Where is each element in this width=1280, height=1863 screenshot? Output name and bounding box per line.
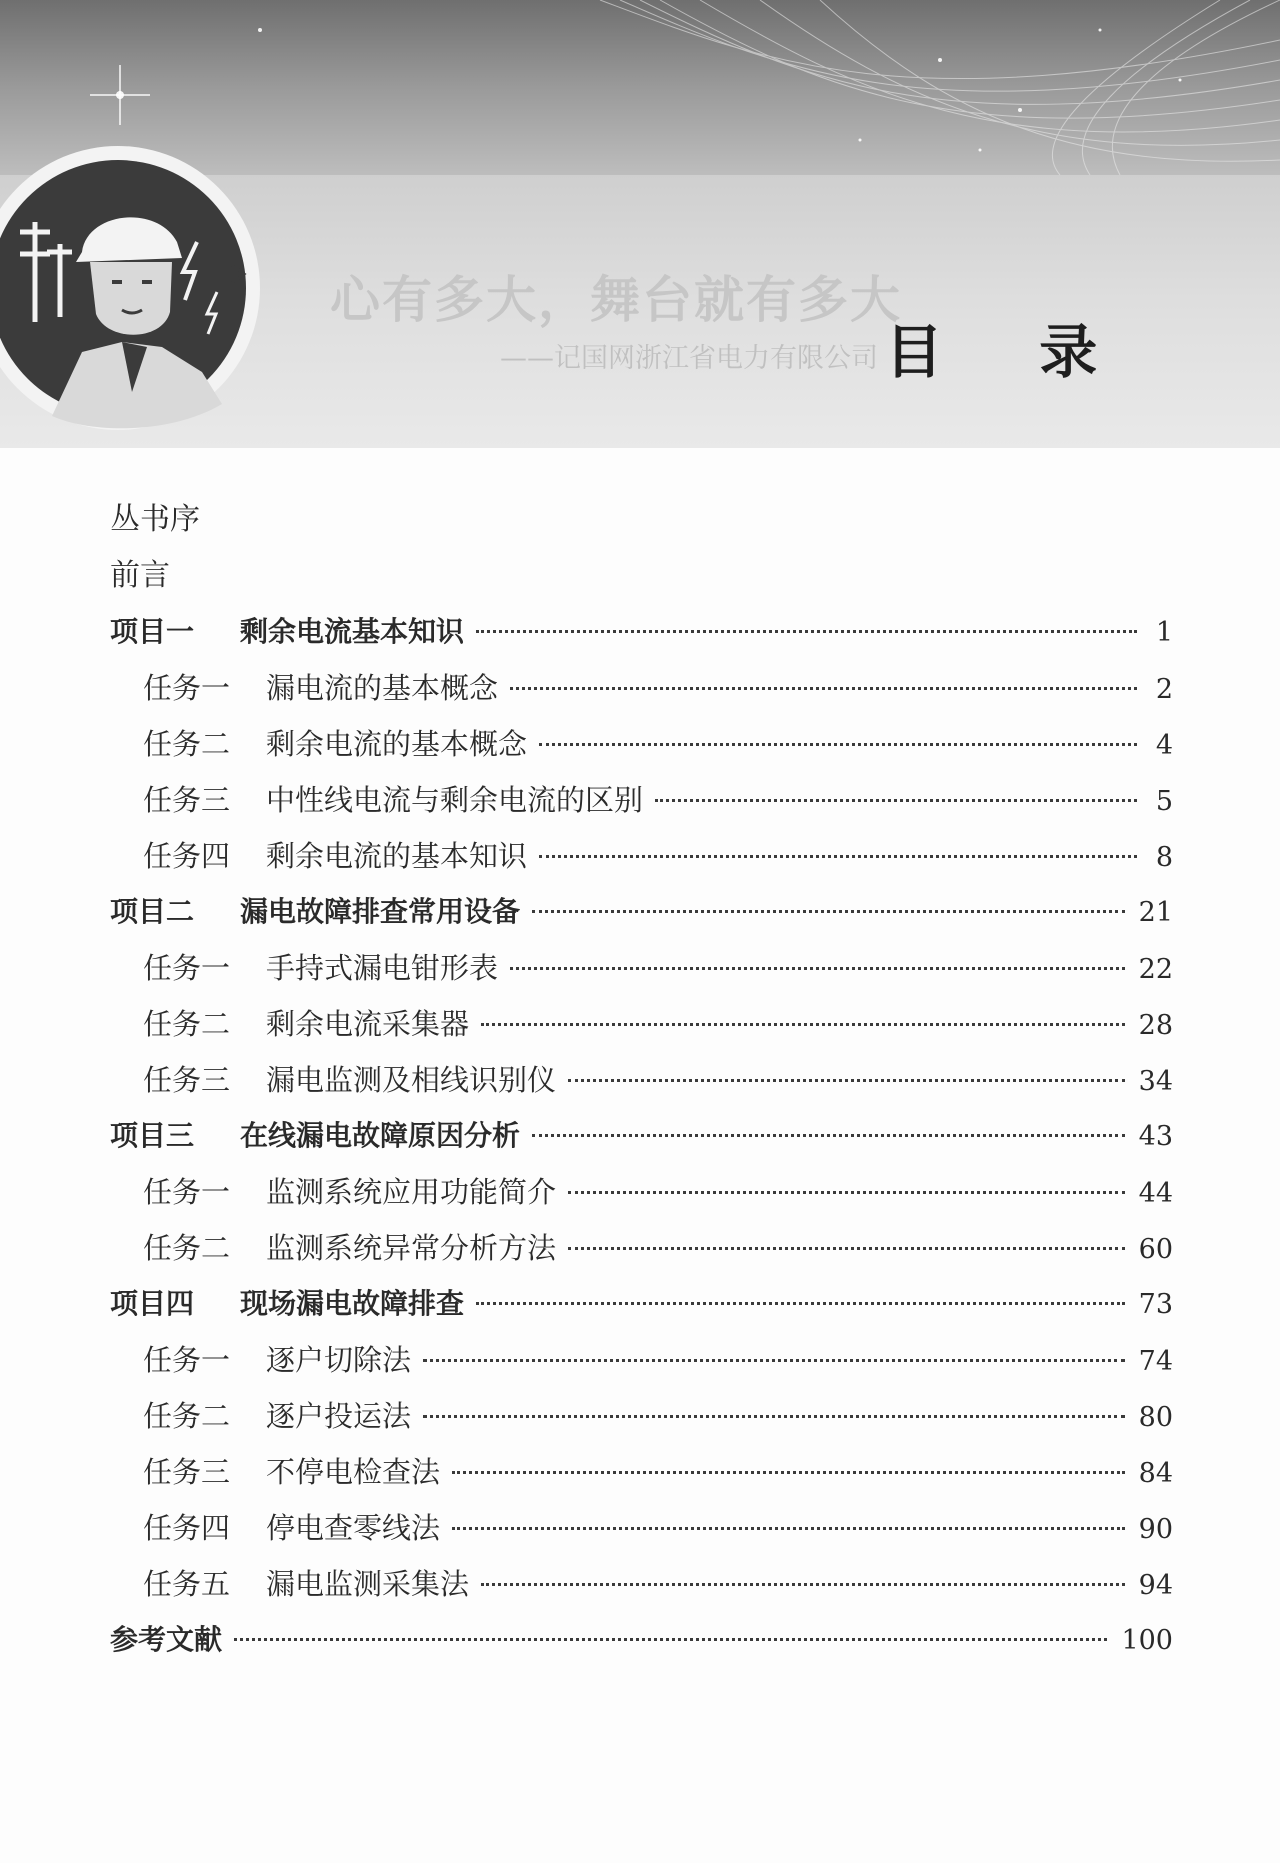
toc-task-row[interactable]: [143, 1060, 1173, 1100]
toc-chapter-number: 项目二: [110, 895, 195, 928]
toc-task-title: 漏电监测及相线识别仪: [266, 1063, 557, 1097]
toc-task-label: [143, 948, 498, 988]
toc-references-row[interactable]: [110, 1620, 1173, 1660]
worker-emblem-icon: [0, 142, 264, 434]
toc-task-title: 剩余电流的基本知识: [266, 839, 528, 873]
toc-chapter-title: 剩余电流基本知识: [240, 615, 465, 648]
toc-task-label: [143, 1564, 469, 1604]
toc-page-number: 4: [1155, 730, 1173, 761]
toc-chapter-row[interactable]: [110, 1116, 1173, 1156]
toc-page-number: 34: [1138, 1066, 1173, 1097]
toc-task-row[interactable]: [143, 780, 1173, 820]
toc-chapter-row[interactable]: [110, 612, 1173, 652]
toc-task-label: [143, 836, 527, 876]
toc-task-label: [143, 780, 643, 820]
toc-task-title: 中性线电流与剩余电流的区别: [266, 783, 644, 817]
toc-task-number: 任务二: [143, 1007, 231, 1041]
toc-references-title: 参考文献: [110, 1623, 223, 1656]
toc-task-label: [143, 1172, 556, 1212]
toc-front-matter-label: 丛书序: [110, 502, 200, 537]
toc-task-title: 监测系统异常分析方法: [266, 1231, 557, 1265]
toc-leader-dots: [510, 967, 1125, 970]
toc-leader-dots: [452, 1527, 1125, 1530]
toc-chapter-number: 项目三: [110, 1119, 195, 1152]
toc-page-number: 8: [1155, 842, 1173, 873]
toc-task-row[interactable]: [143, 1340, 1173, 1380]
toc-page-number: 84: [1138, 1458, 1173, 1489]
toc-chapter-label: [110, 892, 520, 932]
toc-page-number: 60: [1138, 1234, 1173, 1265]
toc-page-number: 1: [1155, 617, 1173, 648]
toc-task-label: [143, 1452, 440, 1492]
toc-task-title: 漏电流的基本概念: [266, 671, 499, 705]
toc-task-number: 任务二: [143, 1399, 231, 1433]
toc-task-number: 任务一: [143, 1343, 231, 1377]
toc-chapter-title: 漏电故障排查常用设备: [240, 895, 521, 928]
toc-leader-dots: [476, 1302, 1125, 1305]
banner-watermark-slogan: 心有多大，舞台就有多大: [330, 270, 902, 329]
toc-task-label: [143, 668, 498, 708]
toc-task-number: 任务四: [143, 1511, 231, 1545]
toc-task-number: 任务一: [143, 951, 231, 985]
toc-task-title: 剩余电流采集器: [266, 1007, 470, 1041]
toc-task-number: 任务一: [143, 671, 231, 705]
toc-front-matter-label: 前言: [110, 558, 170, 593]
toc-task-title: 逐户投运法: [266, 1399, 412, 1433]
toc-task-number: 任务二: [143, 727, 231, 761]
page-title: 目 录: [885, 318, 1136, 386]
toc-leader-dots: [423, 1359, 1125, 1362]
toc-chapter-label: [110, 1116, 520, 1156]
toc-leader-dots: [568, 1079, 1125, 1082]
toc-task-title: 逐户切除法: [266, 1343, 412, 1377]
toc-page-number: 28: [1138, 1010, 1173, 1041]
toc-task-row[interactable]: [143, 1172, 1173, 1212]
header-banner: [0, 0, 1280, 448]
toc-task-row[interactable]: [143, 948, 1173, 988]
toc-leader-dots: [568, 1191, 1125, 1194]
toc-task-number: 任务三: [143, 1455, 231, 1489]
toc-chapter-row[interactable]: [110, 892, 1173, 932]
toc-task-number: 任务一: [143, 1175, 231, 1209]
toc-task-title: 不停电检查法: [266, 1455, 441, 1489]
toc-front-matter-item[interactable]: [110, 556, 1173, 596]
toc-task-row[interactable]: [143, 1564, 1173, 1604]
toc-page-number: 73: [1138, 1289, 1173, 1320]
toc-leader-dots: [481, 1023, 1125, 1026]
toc-task-row[interactable]: [143, 1004, 1173, 1044]
toc-leader-dots: [481, 1583, 1125, 1586]
toc-leader-dots: [568, 1247, 1125, 1250]
toc-task-label: [143, 724, 527, 764]
toc-leader-dots: [655, 799, 1137, 802]
toc-page-number: 100: [1121, 1625, 1173, 1656]
toc-leader-dots: [532, 1134, 1125, 1137]
toc-task-title: 剩余电流的基本概念: [266, 727, 528, 761]
toc-page-number: 5: [1155, 786, 1173, 817]
toc-chapter-label: [110, 1284, 464, 1324]
toc-page-number: 43: [1138, 1121, 1173, 1152]
toc-chapter-number: 项目一: [110, 615, 195, 648]
toc-page-number: 80: [1138, 1402, 1173, 1433]
toc-leader-dots: [539, 743, 1137, 746]
banner-watermark-subtitle: ——记国网浙江省电力有限公司: [500, 343, 878, 374]
toc-task-label: [143, 1228, 556, 1268]
toc-task-row[interactable]: [143, 836, 1173, 876]
toc-leader-dots: [423, 1415, 1125, 1418]
toc-page-number: 22: [1138, 954, 1173, 985]
toc-task-label: [143, 1060, 556, 1100]
toc-page-number: 21: [1138, 897, 1173, 928]
toc-task-row[interactable]: [143, 1228, 1173, 1268]
toc-leader-dots: [452, 1471, 1125, 1474]
toc-page-number: 90: [1138, 1514, 1173, 1545]
toc-leader-dots: [234, 1638, 1107, 1641]
toc-task-row[interactable]: [143, 1508, 1173, 1548]
toc-chapter-row[interactable]: [110, 1284, 1173, 1324]
toc-task-row[interactable]: [143, 1396, 1173, 1436]
toc-page-number: 94: [1138, 1570, 1173, 1601]
toc-chapter-number: 项目四: [110, 1287, 195, 1320]
toc-task-row[interactable]: [143, 668, 1173, 708]
toc-front-matter-item[interactable]: [110, 500, 1173, 540]
toc-task-title: 停电查零线法: [266, 1511, 441, 1545]
toc-task-row[interactable]: [143, 1452, 1173, 1492]
toc-leader-dots: [532, 910, 1125, 913]
toc-task-number: 任务五: [143, 1567, 231, 1601]
toc-task-row[interactable]: [143, 724, 1173, 764]
toc-task-number: 任务二: [143, 1231, 231, 1265]
toc-task-number: 任务三: [143, 783, 231, 817]
toc-task-title: 漏电监测采集法: [266, 1567, 470, 1601]
toc-leader-dots: [539, 855, 1137, 858]
toc-chapter-title: 在线漏电故障原因分析: [240, 1119, 521, 1152]
toc-task-title: 手持式漏电钳形表: [266, 951, 499, 985]
toc-task-label: [143, 1004, 469, 1044]
toc-leader-dots: [510, 687, 1137, 690]
toc-chapter-label: [110, 612, 464, 652]
toc-task-title: 监测系统应用功能简介: [266, 1175, 557, 1209]
toc-task-number: 任务三: [143, 1063, 231, 1097]
toc-page-number: 44: [1138, 1178, 1173, 1209]
toc-task-number: 任务四: [143, 839, 231, 873]
toc-task-label: [143, 1340, 411, 1380]
toc-page-number: 74: [1138, 1346, 1173, 1377]
toc-task-label: [143, 1508, 440, 1548]
toc-chapter-title: 现场漏电故障排查: [240, 1287, 465, 1320]
toc-leader-dots: [476, 630, 1137, 633]
toc-page-number: 2: [1155, 674, 1173, 705]
toc-task-label: [143, 1396, 411, 1436]
